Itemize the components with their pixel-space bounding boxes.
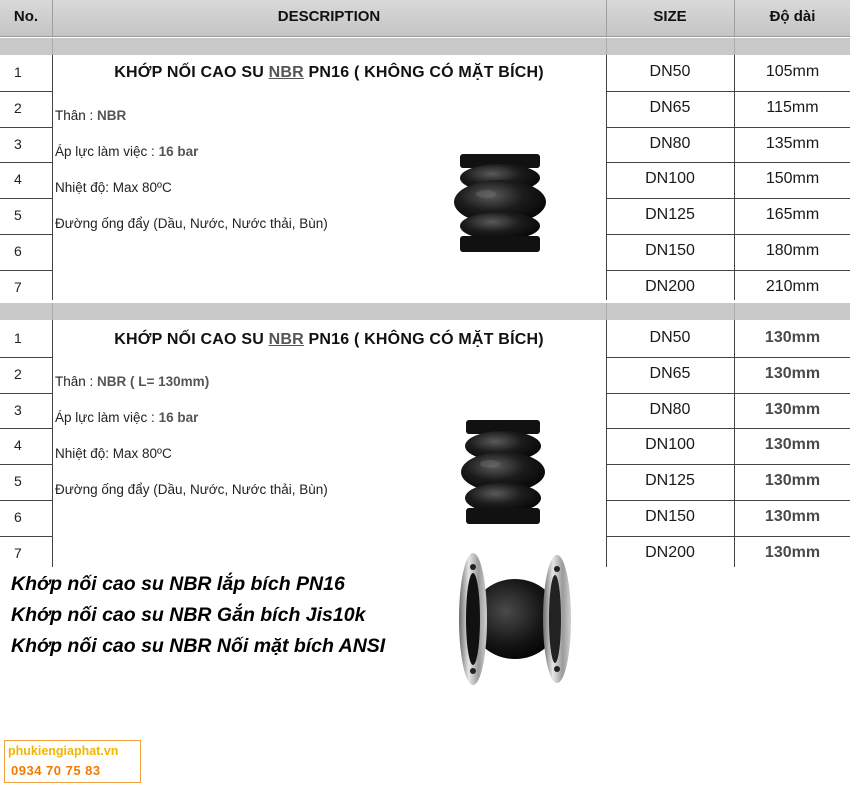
size-cell: DN125: [645, 472, 695, 490]
length-cell: 130mm: [764, 329, 821, 346]
header-description: DESCRIPTION: [277, 8, 381, 25]
length-cell: 130mm: [764, 400, 821, 418]
row-divider: [606, 536, 850, 537]
row-divider: [0, 270, 52, 271]
section-separator: [0, 38, 850, 55]
row-number: 3: [14, 401, 22, 418]
brand-badge[interactable]: [4, 740, 141, 783]
row-divider: [0, 464, 52, 465]
spec-pressure: Áp lực làm việc : 16 bar: [55, 144, 199, 159]
rubber-joint-image: [452, 150, 548, 256]
size-cell: DN80: [649, 134, 691, 152]
header-no: No.: [13, 8, 39, 25]
length-cell: 130mm: [764, 364, 821, 382]
size-cell: DN50: [649, 329, 691, 346]
row-number: 5: [14, 207, 22, 224]
column-divider: [52, 320, 53, 567]
length-cell: 130mm: [764, 436, 821, 454]
brand-site[interactable]: phukiengiaphat.vn: [8, 744, 119, 758]
spec-body: Thân : NBR ( L= 130mm): [55, 374, 210, 389]
size-cell: DN80: [649, 400, 691, 418]
row-number: 4: [14, 437, 22, 454]
row-divider: [0, 162, 52, 163]
row-divider: [0, 234, 52, 235]
spec-body: Thân : NBR: [55, 108, 127, 123]
size-cell: DN125: [645, 206, 695, 224]
row-number: 3: [14, 135, 22, 152]
section-title: KHỚP NỐI CAO SU NBR PN16 ( KHÔNG CÓ MẶT BÍCH): [114, 331, 544, 348]
size-cell: DN200: [645, 277, 695, 295]
size-cell: DN200: [645, 543, 695, 561]
header-length: Độ dài: [769, 8, 816, 25]
row-number: 4: [14, 171, 22, 188]
row-number: 5: [14, 473, 22, 490]
size-cell: DN65: [649, 364, 691, 382]
size-cell: DN150: [645, 508, 695, 525]
row-divider: [606, 270, 850, 271]
row-number: 6: [14, 243, 22, 259]
column-divider: [52, 55, 53, 300]
row-divider: [606, 234, 850, 235]
length-cell: 115mm: [766, 98, 819, 116]
row-divider: [606, 393, 850, 394]
row-divider: [0, 500, 52, 501]
length-cell: 130mm: [764, 472, 821, 490]
row-divider: [0, 428, 52, 429]
row-divider: [606, 162, 850, 163]
row-divider: [0, 393, 52, 394]
promo-line-1: Khớp nối cao su NBR lắp bích PN16: [11, 573, 345, 595]
size-cell: DN65: [649, 98, 691, 116]
row-number: 1: [14, 64, 22, 80]
promo-line-3: Khớp nối cao su NBR Nối mặt bích ANSI: [11, 635, 386, 657]
row-divider: [606, 500, 850, 501]
row-divider: [0, 127, 52, 128]
row-divider: [0, 198, 52, 199]
length-cell: 105mm: [765, 63, 820, 80]
length-cell: 210mm: [765, 277, 820, 295]
length-cell: 180mm: [765, 242, 820, 259]
row-divider: [606, 428, 850, 429]
row-divider: [0, 91, 52, 92]
row-number: 7: [14, 278, 22, 295]
brand-phone[interactable]: 0934 70 75 83: [11, 763, 101, 778]
length-cell: 165mm: [765, 206, 820, 224]
row-divider: [606, 127, 850, 128]
size-cell: DN100: [645, 436, 695, 454]
section-separator: [0, 303, 850, 320]
flanged-rubber-joint-image: [455, 545, 575, 693]
table-header: [0, 0, 850, 37]
promo-line-2: Khớp nối cao su NBR Gắn bích Jis10k: [11, 604, 366, 626]
length-cell: 130mm: [764, 508, 821, 525]
length-cell: 150mm: [765, 170, 820, 188]
spec-temperature: Nhiệt độ: Max 80ºC: [55, 180, 172, 195]
spec-temperature: Nhiệt độ: Max 80ºC: [55, 446, 172, 461]
row-number: 6: [14, 509, 22, 525]
row-divider: [606, 357, 850, 358]
spec-pipe: Đường ống đẩy (Dầu, Nước, Nước thải, Bùn): [55, 482, 328, 497]
row-number: 2: [14, 99, 22, 116]
row-divider: [606, 464, 850, 465]
row-number: 7: [14, 544, 22, 561]
section-title: KHỚP NỐI CAO SU NBR PN16 ( KHÔNG CÓ MẶT BÍCH): [114, 64, 544, 81]
size-cell: DN150: [645, 242, 695, 259]
row-number: 1: [14, 330, 22, 346]
row-divider: [606, 91, 850, 92]
row-divider: [606, 198, 850, 199]
header-size: SIZE: [653, 8, 687, 25]
size-cell: DN50: [649, 63, 691, 80]
length-cell: 135mm: [765, 134, 820, 152]
row-divider: [0, 357, 52, 358]
rubber-joint-image: [460, 418, 546, 526]
row-number: 2: [14, 365, 22, 382]
size-cell: DN100: [645, 170, 695, 188]
length-cell: 130mm: [764, 543, 821, 561]
spec-pressure: Áp lực làm việc : 16 bar: [55, 410, 199, 425]
spec-pipe: Đường ống đẩy (Dầu, Nước, Nước thải, Bùn): [55, 216, 328, 231]
row-divider: [0, 536, 52, 537]
